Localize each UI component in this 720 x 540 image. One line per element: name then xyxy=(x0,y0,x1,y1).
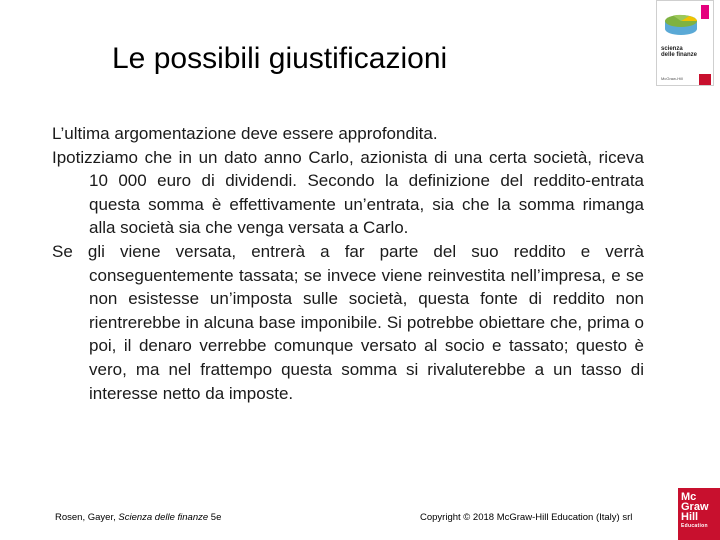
logo-line-graw: Graw xyxy=(681,501,709,513)
logo-line-education: Education xyxy=(681,523,708,529)
page-title: Le possibili giustificazioni xyxy=(112,42,448,75)
paragraph-taxation: Se gli viene versata, entrerà a far parte del suo reddito e verrà conseguentemente tassata; se invece viene reinvestita nell’impresa, e se non esistesse un’imposta sulle società, questa fonte di reddito non rientrerebbe in alcuna base imponibile. Si potrebbe obiettare che, prima o poi, il denaro verrebbe comunque versato al socio e tassato; questo è vero, ma nel frattempo questa somma si rivaluterebbe a un tasso di interesse netto da imposte. xyxy=(52,241,644,403)
cover-title: scienza delle finanze xyxy=(661,46,698,58)
footer-copyright: Copyright © 2018 McGraw-Hill Education (Italy) srl xyxy=(420,512,633,523)
footer-authors: Rosen, Gayer, xyxy=(55,512,119,523)
logo-line-mc: Mc xyxy=(681,491,697,503)
cover-logo-icon xyxy=(699,74,711,86)
cover-publisher-bar xyxy=(657,73,713,86)
cover-publisher: McGraw-Hill xyxy=(661,76,683,81)
footer-citation xyxy=(55,512,221,523)
footer-book-title: Scienza delle finanze xyxy=(118,512,209,523)
footer-edition: 5e xyxy=(208,512,222,523)
slide-body xyxy=(52,122,644,405)
book-cover-image xyxy=(656,0,714,86)
mcgraw-hill-logo xyxy=(678,488,720,540)
paragraph-intro: L’ultima argomentazione deve essere approfondita. xyxy=(52,124,438,143)
cover-chart-icon xyxy=(661,3,711,43)
paragraph-example: Ipotizziamo che in un dato anno Carlo, azionista di una certa società, riceva 10 000 euro di dividendi. Secondo la definizione del reddito-entrata questa somma è effettivamente un’entrata, sia che la somma rimanga alla società sia che venga versata a Carlo. xyxy=(52,147,644,238)
logo-line-hill: Hill xyxy=(681,511,699,523)
